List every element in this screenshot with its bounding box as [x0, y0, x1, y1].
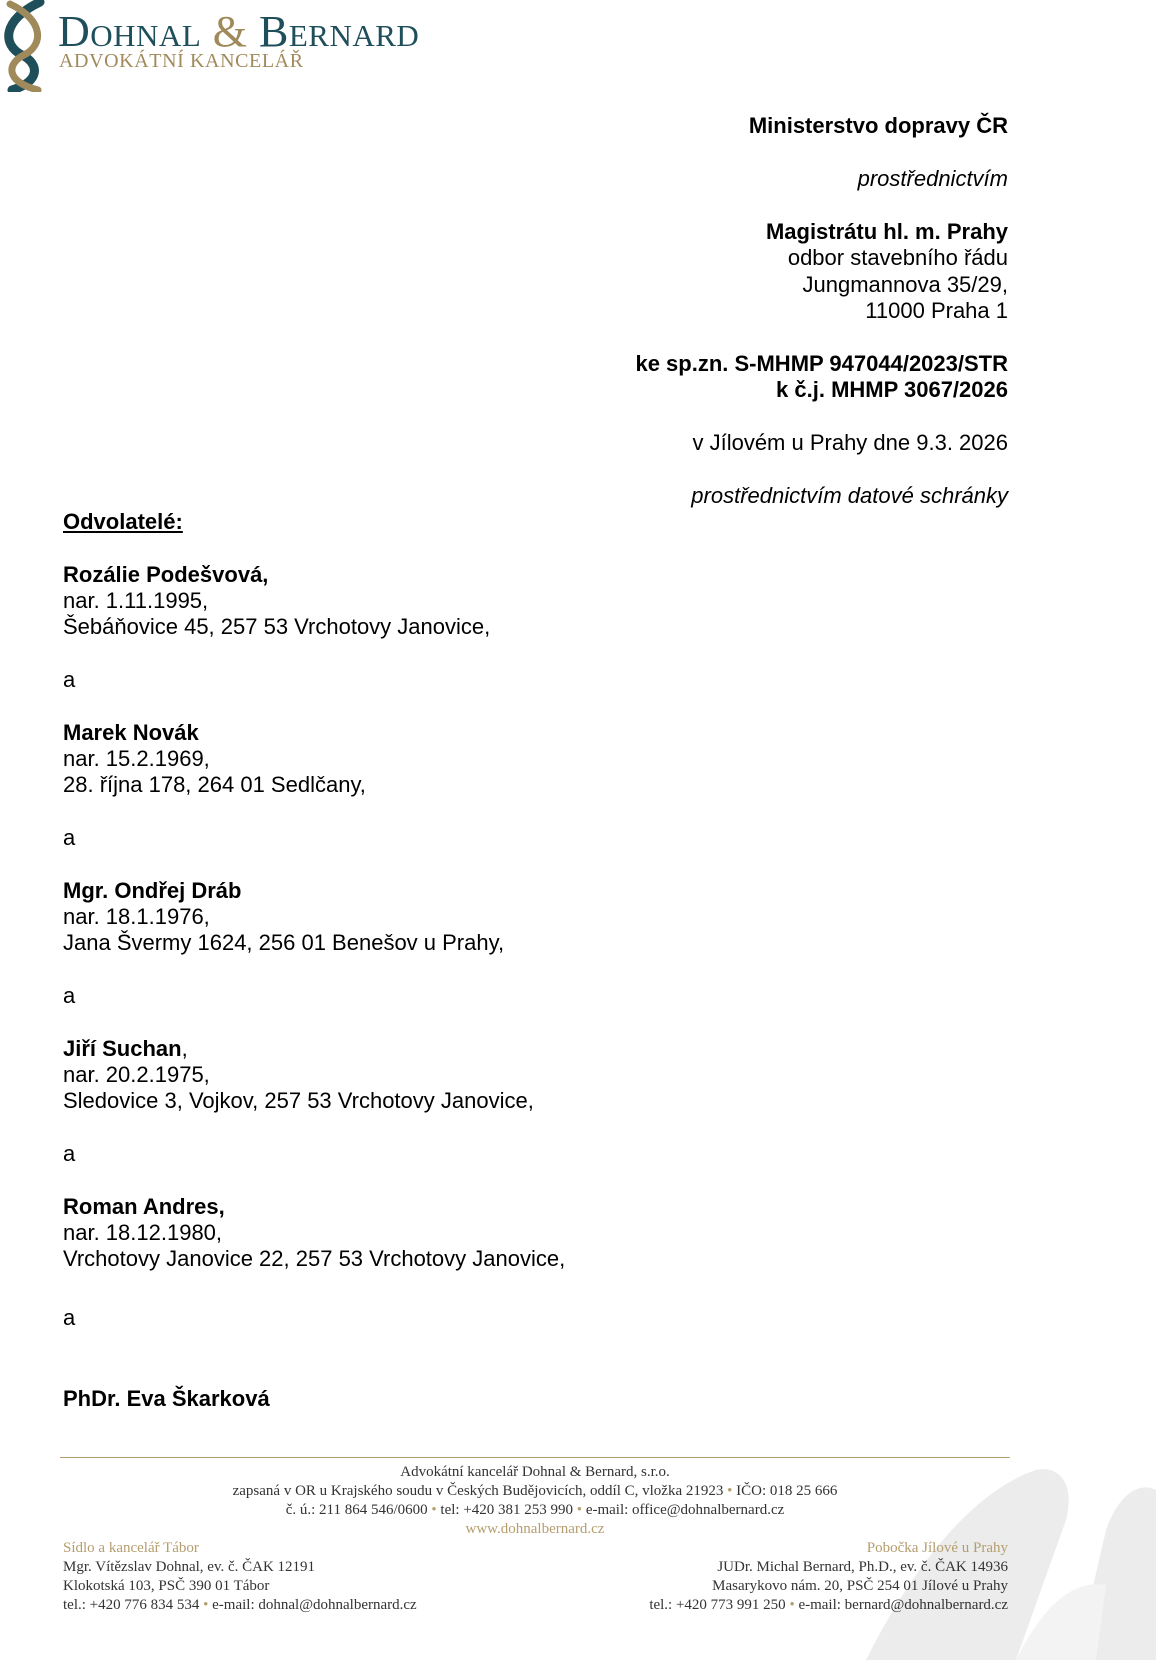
footer-right-email[interactable]: e-mail: bernard@dohnalbernard.cz [798, 1597, 1008, 1613]
footer-left-address: Klokotská 103, PSČ 390 01 Tábor [63, 1578, 270, 1594]
firm-logo-mark [0, 0, 52, 92]
appellant-address: 28. října 178, 264 01 Sedlčany, [63, 772, 366, 797]
reference-case-number: k č.j. MHMP 3067/2026 [776, 377, 1008, 402]
logo-name-part1: Dohnal [58, 7, 202, 56]
footer-company: Advokátní kancelář Dohnal & Bernard, s.r.o. [400, 1464, 670, 1480]
logo-ampersand: & [212, 7, 248, 56]
separator-dot: • [727, 1483, 733, 1499]
separator-dot: • [789, 1597, 795, 1613]
appellant-birth: nar. 18.12.1980, [63, 1220, 223, 1245]
appellant-address: Vrchotovy Janovice 22, 257 53 Vrchotovy Janovice, [63, 1246, 566, 1271]
conjunction: a [63, 983, 76, 1008]
appellant-birth: nar. 20.2.1975, [63, 1062, 210, 1087]
footer-right-address: Masarykovo nám. 20, PSČ 254 01 Jílové u Prahy [712, 1578, 1008, 1594]
appellant-name: Marek Novák [63, 720, 199, 745]
footer-contact-line [60, 1501, 1010, 1520]
footer-left-email[interactable]: e-mail: dohnal@dohnalbernard.cz [212, 1597, 417, 1613]
footer-tel: tel: +420 381 253 990 [440, 1502, 574, 1518]
delivery-method: prostřednictvím datové schránky [691, 483, 1008, 508]
footer-left-heading: Sídlo a kancelář Tábor [63, 1540, 199, 1556]
separator-dot: • [431, 1502, 437, 1518]
appellant-birth: nar. 15.2.1969, [63, 746, 210, 771]
separator-dot: • [203, 1597, 209, 1613]
footer-ico: IČO: 018 25 666 [736, 1483, 838, 1499]
recipient-via: prostřednictvím [857, 166, 1008, 191]
footer-registry-line [60, 1482, 1010, 1501]
recipient-office: Magistrátu hl. m. Prahy [765, 219, 1008, 244]
appellant-name-line [63, 1036, 188, 1062]
conjunction: a [63, 667, 76, 692]
appellant-name-suffix: , [181, 1036, 188, 1061]
footer-left-tel: tel.: +420 776 834 534 [63, 1597, 200, 1613]
appellant-birth: nar. 1.11.1995, [63, 588, 209, 613]
appellant-address: Šebáňovice 45, 257 53 Vrchotovy Janovice, [63, 614, 491, 639]
appellants-heading: Odvolatelé: [63, 509, 183, 534]
conjunction: a [63, 825, 76, 850]
appellant-address: Jana Švermy 1624, 256 01 Benešov u Prahy, [63, 930, 505, 955]
appellant-name: PhDr. Eva Škarková [63, 1386, 270, 1411]
appellant-name: Roman Andres, [63, 1194, 225, 1219]
footer-email[interactable]: e-mail: office@dohnalbernard.cz [585, 1502, 785, 1518]
footer-account: č. ú.: 211 864 546/0600 [285, 1502, 428, 1518]
appellant-name: Jiří Suchan [63, 1036, 182, 1061]
recipient-city: 11000 Praha 1 [865, 298, 1008, 323]
appellant-address: Sledovice 3, Vojkov, 257 53 Vrchotovy Janovice, [63, 1088, 534, 1113]
conjunction: a [63, 1141, 76, 1166]
appellant-name: Rozálie Podešvová, [63, 562, 269, 587]
appellant-birth: nar. 18.1.1976, [63, 904, 210, 929]
footer-website-link[interactable]: www.dohnalbernard.cz [465, 1521, 605, 1537]
recipient-street: Jungmannova 35/29, [802, 272, 1008, 297]
footer-left-contact [63, 1596, 417, 1615]
recipient-ministry: Ministerstvo dopravy ČR [748, 113, 1008, 138]
logo-name-part2: Bernard [259, 7, 420, 56]
conjunction: a [63, 1305, 76, 1330]
separator-dot: • [576, 1502, 583, 1518]
recipient-department: odbor stavebního řádu [787, 245, 1008, 270]
footer-divider [60, 1457, 1010, 1458]
footer-right-heading: Pobočka Jílové u Prahy [866, 1540, 1008, 1556]
footer-left-person: Mgr. Vítězslav Dohnal, ev. č. ČAK 12191 [63, 1559, 316, 1575]
footer-right-person: JUDr. Michal Bernard, Ph.D., ev. č. ČAK 14936 [717, 1559, 1008, 1575]
firm-logo-subtitle: ADVOKÁTNÍ KANCELÁŘ [59, 50, 304, 72]
appellant-name: Mgr. Ondřej Dráb [63, 878, 242, 903]
footer-registry: zapsaná v OR u Krajského soudu v Českých Budějovicích, oddíl C, vložka 21923 [232, 1483, 724, 1499]
footer-right-tel: tel.: +420 773 991 250 [649, 1597, 786, 1613]
reference-file-number: ke sp.zn. S-MHMP 947044/2023/STR [635, 351, 1008, 376]
footer-right-contact [649, 1596, 1008, 1615]
place-and-date: v Jílovém u Prahy dne 9.3. 2026 [692, 430, 1008, 455]
